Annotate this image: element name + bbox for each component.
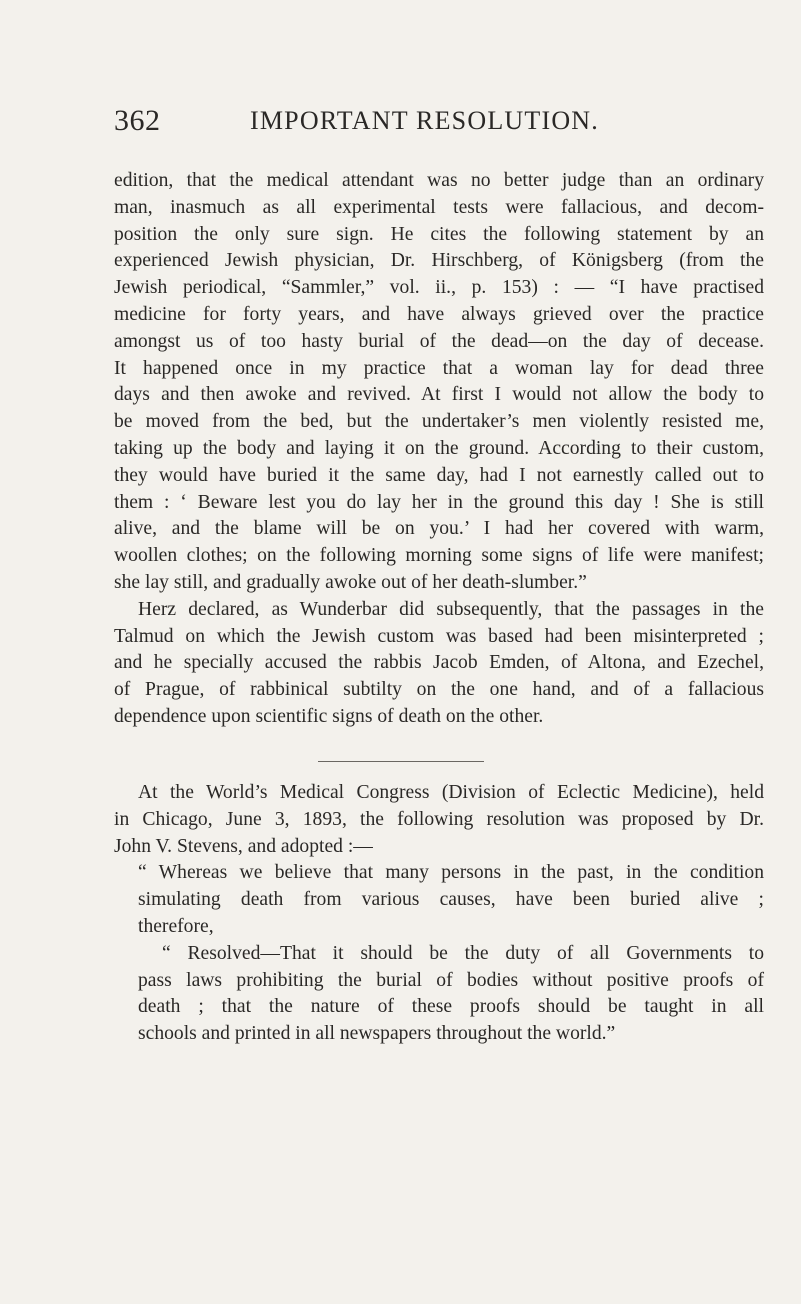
text-line: man, inasmuch as all experimental tests were fallacious, and decom- — [114, 196, 764, 218]
text-line: edition, that the medical attendant was no better judge than an ordinary — [114, 170, 764, 191]
text-line: of Prague, of rabbinical subtilty on the one hand, and of a fallacious — [114, 679, 764, 701]
text-line: in Chicago, June 3, 1893, the following resolution was proposed by Dr. — [114, 808, 764, 830]
page-number: 362 — [114, 104, 161, 137]
text-line: death ; that the nature of these proofs should be taught in all — [138, 996, 764, 1018]
text-line: they would have buried it the same day, had I not earnestly called out to — [114, 464, 764, 486]
text-line: John V. Stevens, and adopted :— — [114, 835, 373, 857]
text-line: Herz declared, as Wunderbar did subsequently, that the passages in the — [138, 598, 764, 620]
text-line: therefore, — [138, 915, 214, 937]
text-line: At the World’s Medical Congress (Division of Eclectic Medicine), held — [138, 782, 764, 803]
text-line: Talmud on which the Jewish custom was based had been misinterpreted ; — [114, 625, 764, 647]
text-line: alive, and the blame will be on you.’ I had her covered with warm, — [114, 518, 764, 540]
section-divider — [318, 761, 484, 762]
page-header — [114, 104, 754, 144]
text-line: It happened once in my practice that a woman lay for dead three — [114, 357, 764, 379]
text-line: simulating death from various causes, have been buried alive ; — [138, 889, 764, 911]
text-line: Jewish periodical, “Sammler,” vol. ii., p. 153) : — “I have practised — [114, 277, 764, 299]
text-line: “ Resolved—That it should be the duty of all Governments to — [162, 942, 764, 964]
text-line: days and then awoke and revived. At first I would not allow the body to — [114, 384, 764, 406]
text-line: them : ‘ Beware lest you do lay her in the ground this day ! She is still — [114, 491, 764, 513]
text-line: dependence upon scientific signs of death on the other. — [114, 705, 544, 727]
text-line: position the only sure sign. He cites the following statement by an — [114, 223, 764, 245]
text-line: and he specially accused the rabbis Jacob Emden, of Altona, and Ezechel, — [114, 652, 764, 674]
text-line: woollen clothes; on the following morning some signs of life were manifest; — [114, 545, 764, 567]
text-line: schools and printed in all newspapers throughout the world.” — [138, 1023, 616, 1045]
running-head: IMPORTANT RESOLUTION. — [250, 106, 599, 135]
text-line: pass laws prohibiting the burial of bodies without positive proofs of — [138, 969, 764, 991]
text-line: be moved from the bed, but the undertaker’s men violently resisted me, — [114, 411, 764, 433]
text-line: she lay still, and gradually awoke out of her death-slumber.” — [114, 571, 587, 593]
text-line: “ Whereas we believe that many persons in the past, in the condition — [138, 862, 764, 884]
text-line: experienced Jewish physician, Dr. Hirschberg, of Königsberg (from the — [114, 250, 764, 272]
paragraph-block-hirschberg — [114, 168, 764, 731]
text-line: amongst us of too hasty burial of the dead—on the day of decease. — [114, 330, 764, 352]
text-line: taking up the body and laying it on the ground. According to their custom, — [114, 437, 764, 459]
paragraph-block-resolution — [114, 780, 764, 1048]
text-line: medicine for forty years, and have always grieved over the practice — [114, 303, 764, 325]
